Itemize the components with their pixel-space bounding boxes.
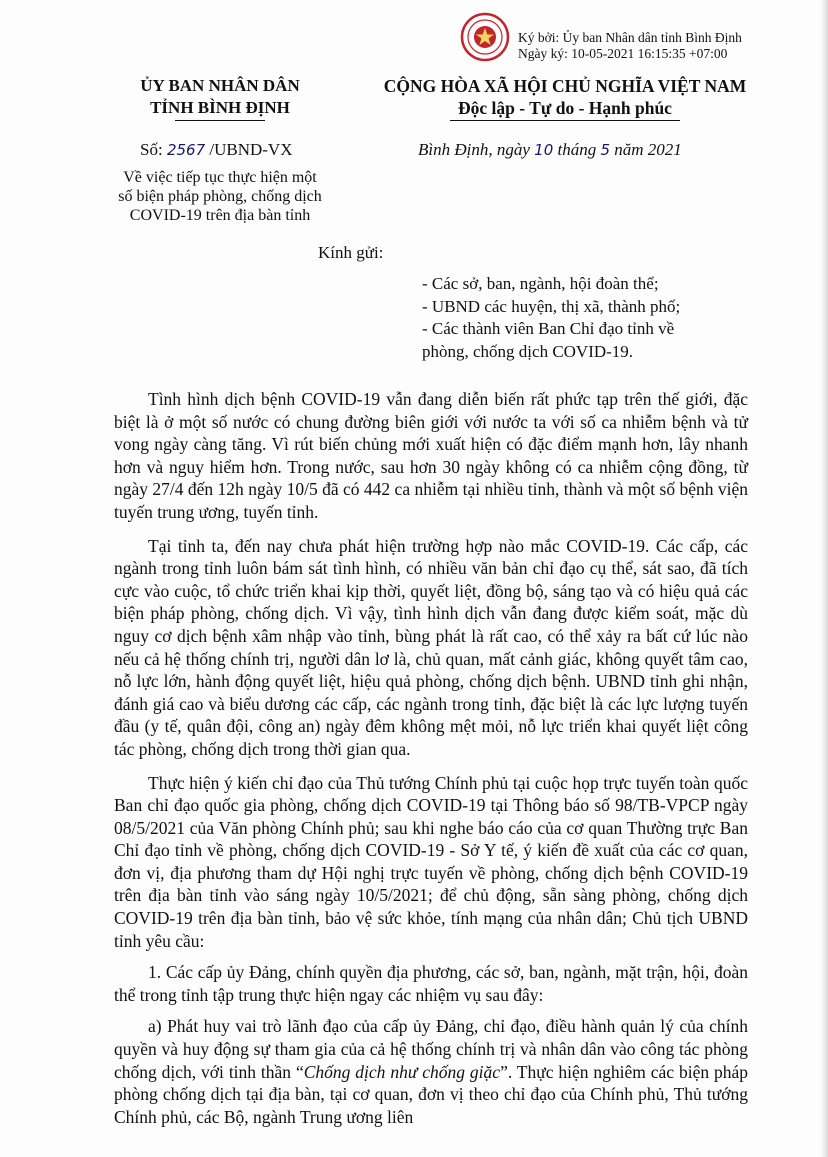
document-subject [100, 168, 340, 225]
document-date [418, 140, 682, 160]
page-edge-shadow [820, 0, 828, 1157]
document-body [114, 388, 748, 1139]
date-month: 5 [600, 141, 611, 159]
recipient-item: - UBND các huyện, thị xã, thành phố; [422, 296, 681, 316]
item-1a-text-start: a) Phát huy vai trò lãnh đạo của cấp ủy Đảng, chỉ đạo, điều hành quản lý của chính quyền và huy động sự tham gia của cả hệ thống chính trị và nhân dân vào công tác phòng chống dịch, với tinh thần “ [114, 1016, 748, 1082]
signed-at: Ngày ký: 10-05-2021 16:15:35 +07:00 [518, 46, 728, 61]
recipient-list [422, 273, 680, 363]
digital-signature-info [518, 30, 742, 62]
recipient-item: - Các sở, ban, ngành, hội đoàn thể; [422, 274, 659, 293]
recipient-item: phòng, chống dịch COVID-19. [422, 341, 634, 361]
agency-underline [175, 120, 265, 121]
paragraph-item-1: 1. Các cấp ủy Đảng, chính quyền địa phương, các sở, ban, ngành, mặt trận, hội, đoàn thể trong tỉnh tập trung thực hiện ngay các nhiệm vụ sau đây: [114, 962, 748, 1005]
state-seal-icon [460, 12, 510, 62]
paragraph-province: Tại tỉnh ta, đến nay chưa phát hiện trường hợp nào mắc COVID-19. Các cấp, các ngành trong tỉnh luôn bám sát tình hình, có nhiều văn bản chỉ đạo cụ thể, sát sao, đã tích cực vào cuộc, tổ chức triển khai kịp thời, quyết liệt, đồng bộ, sáng tạo và có hiệu quả các biện pháp phòng, chống dịch. Vì vậy, tình hình dịch vẫn đang được kiểm soát, mặc dù nguy cơ dịch bệnh xâm nhập vào tỉnh, bùng phát là rất cao, có thể xảy ra bất cứ lúc nào nếu cả hệ thống chính trị, người dân lơ là, chủ quan, mất cảnh giác, không quyết tâm cao, nỗ lực lớn, hành động quyết liệt, hiệu quả phòng, chống dịch bệnh. UBND tỉnh ghi nhận, đánh giá cao và biểu dương các cấp, các ngành trong tỉnh, đặc biệt là các lực lượng tuyến đầu (y tế, quân đội, công an) ngày đêm không mệt mỏi, nỗ lực triển khai quyết liệt công tác phòng, chống dịch trong thời gian qua. [114, 535, 748, 759]
national-motto [360, 75, 770, 121]
date-place: Bình Định, ngày [418, 140, 535, 159]
date-day: 10 [534, 141, 554, 159]
document-number [140, 140, 292, 160]
signed-by: Ký bởi: Ủy ban Nhân dân tỉnh Bình Định [518, 30, 742, 45]
subject-line-2: số biện pháp phòng, chống dịch [118, 188, 322, 205]
date-month-word: tháng [553, 140, 601, 159]
recipient-item: - Các thành viên Ban Chỉ đạo tỉnh về [422, 319, 675, 338]
agency-line-1: ỦY BAN NHÂN DÂN [140, 76, 300, 95]
subject-line-3: COVID-19 trên địa bàn tỉnh [129, 207, 311, 224]
issuing-agency [100, 75, 340, 121]
date-year: năm 2021 [610, 140, 682, 159]
motto-underline [450, 120, 680, 121]
greeting: Kính gửi: [318, 243, 384, 262]
doc-number-suffix: /UBND-VX [205, 140, 293, 159]
item-1a-slogan: Chống dịch như chống giặc [303, 1061, 501, 1082]
item-1a-text-end: ”. Thực hiện nghiêm các biện pháp phòng chống dịch tại địa bàn, tại cơ quan, đơn vị theo chỉ đạo của Chính phủ, Thủ tướng Chính phủ, các Bộ, ngành Trung ương liên [114, 1061, 749, 1127]
nation-line-1: CỘNG HÒA XÃ HỘI CHỦ NGHĨA VIỆT NAM [383, 76, 747, 96]
doc-number-value: 2567 [166, 141, 206, 159]
paragraph-directive: Thực hiện ý kiến chỉ đạo của Thủ tướng Chính phủ tại cuộc họp trực tuyến toàn quốc Ban chỉ đạo quốc gia phòng, chống dịch COVID-19 tại Thông báo số 98/TB-VPCP ngày 08/5/2021 của Văn phòng Chính phủ; sau khi nghe báo cáo của cơ quan Thường trực Ban Chỉ đạo tỉnh về phòng, chống dịch COVID-19 - Sở Y tế, ý kiến đề xuất của các cơ quan, đơn vị, địa phương tham dự Hội nghị trực tuyến về phòng, chống dịch bệnh COVID-19 trên địa bàn tỉnh vào sáng ngày 10/5/2021; để chủ động, sẵn sàng phòng, chống dịch COVID-19 trên địa bàn tỉnh, bảo vệ sức khỏe, tính mạng của nhân dân; Chủ tịch UBND tỉnh yêu cầu: [114, 772, 748, 951]
doc-number-prefix: Số: [140, 140, 167, 159]
paragraph-item-1a [114, 1015, 748, 1128]
paragraph-situation: Tình hình dịch bệnh COVID-19 vẫn đang diễn biến rất phức tạp trên thế giới, đặc biệt là ở một số nước có chung đường biên giới với nước ta với số ca nhiễm bệnh và tử vong ngày càng tăng. Vì rút biến chủng mới xuất hiện có đặc điểm mạnh hơn, lây nhanh hơn và nguy hiểm hơn. Trong nước, sau hơn 30 ngày không có ca nhiễm cộng đồng, từ ngày 27/4 đến 12h ngày 10/5 đã có 442 ca nhiễm tại nhiều tỉnh, thành và một số bệnh viện tuyến trung ương, tuyến tỉnh. [114, 389, 748, 522]
subject-line-1: Về việc tiếp tục thực hiện một [123, 169, 317, 186]
nation-line-2: Độc lập - Tự do - Hạnh phúc [458, 98, 672, 118]
agency-line-2: TỈNH BÌNH ĐỊNH [150, 98, 290, 117]
